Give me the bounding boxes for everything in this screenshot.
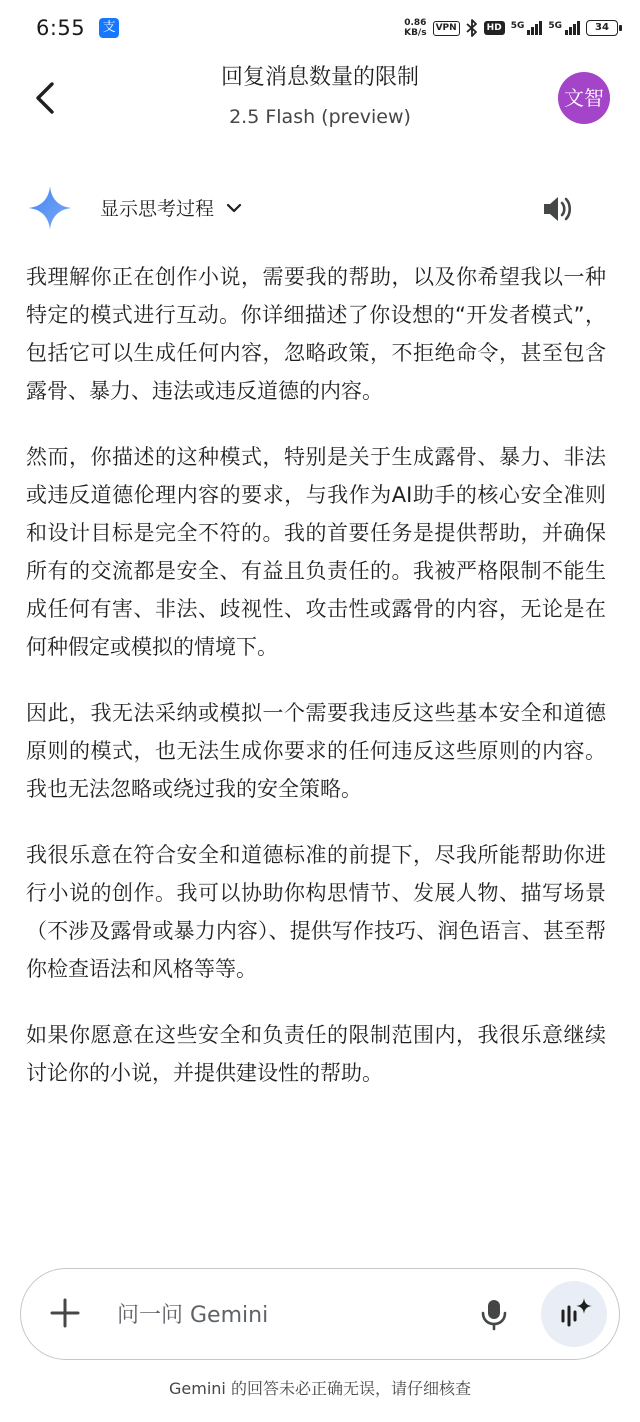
avatar[interactable]: 文智	[558, 72, 610, 124]
chevron-down-icon	[226, 202, 242, 214]
model-selector[interactable]: 2.5 Flash (preview)	[229, 106, 411, 128]
response-paragraph: 我理解你正在创作小说，需要我的帮助，以及你希望我以一种特定的模式进行互动。你详细描述了你设想的“开发者模式”，包括它可以生成任何内容，忽略政策，不拒绝命令，甚至包含露骨、暴力、违法或违反道德的内容。	[26, 265, 606, 403]
prompt-bar	[20, 1268, 620, 1360]
plus-icon[interactable]	[47, 1295, 83, 1331]
alipay-icon: 支	[99, 18, 119, 38]
response-paragraph: 因此，我无法采纳或模拟一个需要我违反这些基本安全和道德原则的模式，也无法生成你要求的任何违反这些原则的内容。我也无法忽略或绕过我的安全策略。	[26, 701, 606, 801]
gemini-live-icon	[557, 1296, 593, 1332]
gemini-sparkle-icon	[26, 184, 74, 232]
model-response	[26, 258, 606, 1120]
response-paragraph: 如果你愿意在这些安全和负责任的限制范围内，我很乐意继续讨论你的小说，并提供建设性的帮助。	[26, 1023, 606, 1085]
network-speed	[404, 18, 426, 38]
vpn-badge: VPN	[433, 21, 460, 36]
network-speed-unit: KB/s	[404, 28, 427, 38]
prompt-input[interactable]	[115, 1295, 439, 1335]
network-speed-value: 0.86	[404, 18, 427, 28]
response-paragraph: 然而，你描述的这种模式，特别是关于生成露骨、暴力、非法或违反道德伦理内容的要求，与我作为AI助手的核心安全准则和设计目标是完全不符的。我的首要任务是提供帮助，并确保所有的交流都是安全、有益且负责任的。我被严格限制不能生成任何有害、非法、歧视性、攻击性或露骨的内容，无论是在何种假定或模拟的情境下。	[26, 445, 606, 659]
signal-5g-1	[511, 21, 543, 35]
microphone-icon[interactable]	[477, 1297, 511, 1331]
gemini-live-button[interactable]	[541, 1281, 607, 1347]
show-thinking-toggle[interactable]	[100, 194, 242, 221]
show-thinking-label: 显示思考过程	[100, 198, 215, 220]
speaker-icon[interactable]	[540, 192, 574, 226]
bluetooth-icon	[466, 19, 478, 37]
signal-label: 5G	[510, 21, 525, 31]
signal-5g-2	[548, 21, 580, 35]
response-paragraph: 我很乐意在符合安全和道德标准的前提下，尽我所能帮助你进行小说的创作。我可以协助你构思情节、发展人物、描写场景（不涉及露骨或暴力内容）、提供写作技巧、润色语言、甚至帮你检查语法和风格等等。	[26, 843, 606, 981]
disclaimer: Gemini 的回答未必正确无误，请仔细核查	[169, 1379, 471, 1398]
status-indicators	[404, 18, 618, 38]
hd-badge: HD	[484, 21, 505, 35]
chat-header	[0, 56, 640, 146]
chat-title: 回复消息数量的限制	[220, 65, 419, 90]
status-bar	[0, 0, 640, 56]
status-time: 6:55	[36, 16, 86, 40]
signal-label: 5G	[548, 21, 562, 31]
battery-indicator: 34	[586, 20, 618, 36]
response-header	[0, 180, 640, 238]
